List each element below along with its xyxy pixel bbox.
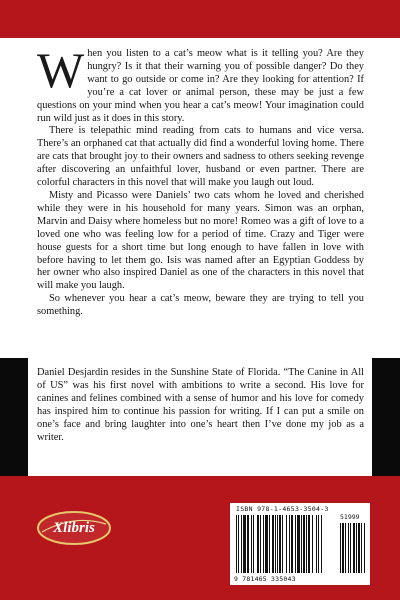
isbn-label: ISBN 978-1-4653-3504-3 [236,505,329,513]
drop-cap: W [37,42,85,98]
synopsis-paragraph-1 [37,42,364,125]
publisher-logo [36,510,112,546]
synopsis-panel [28,38,372,360]
top-red-band [0,0,400,38]
barcode-main-bars [236,515,336,573]
author-bio-text: Daniel Desjardin resides in the Sunshine State of Florida. “The Canine in All of US” was his first novel with ambitions to write a second. His love for canines and felines combined with a sense of humor and his love for comedy has inspired him to continue his passion for writing. If I can put a smile on one’s face and bring laughter into one’s heart then I’ve done my job as a writer. [37,367,364,443]
barcode-addon-number: 51999 [340,513,360,521]
ean-digits: 9 781465 335043 [234,575,296,583]
barcode [230,503,370,585]
barcode-addon-bars [340,523,366,573]
synopsis-paragraph-3: Misty and Picasso were Daniels’ two cats whom he loved and cherished while they were in his household for many years. Simon was an orphan, Marvin and Daisy where homeless but no more! Romeo was a gift of love to a loved one who was feeling low for a period of time. Crazy and Tiger were house guests for a short time but long enough to have fallen in love with before having to let them go. Isis was named after an Egyptian Goddess by her owner who also inspired Daniel as one of the characters in this novel that will make you laugh. [37,189,364,292]
author-bio-panel [28,360,372,476]
publisher-logo-text: Xlibris [53,520,95,536]
synopsis-paragraph-1-text: hen you listen to a cat’s meow what is it telling you? Are they hungry? Is it that their warning you of possible danger? Do they want to go outside or come in? Are they looking for attention? If you’re a cat lover or animal person, these may be just a few questions on your mind when you hear a cat’s meow! Your imagination could run wild just as it does in this story. [37,48,364,124]
synopsis-paragraph-4: So whenever you hear a cat’s meow, beware they are trying to tell you something. [37,293,364,318]
synopsis-paragraph-2: There is telepathic mind reading from cats to humans and vice versa. There’s an orphaned cat that actually did find a wonderful loving home. There are cats that brought joy to their owners and sadness to others seeking revenge after discovering an unfaithful lover, husband or even partner. There are colorful characters in this novel that will make you laugh out loud. [37,125,364,189]
